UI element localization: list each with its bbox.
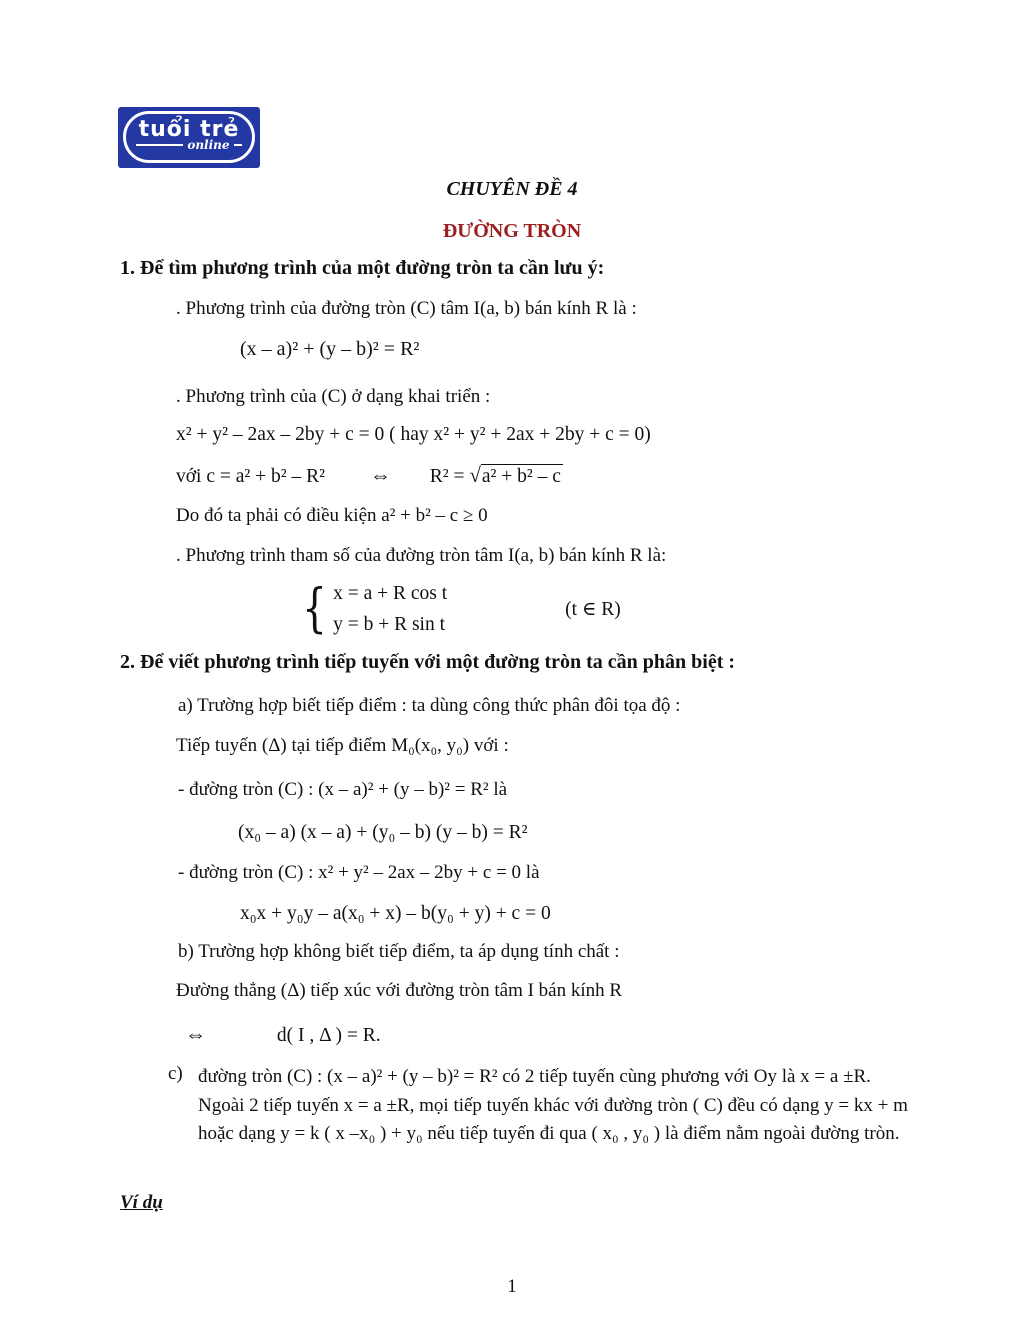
section2-case-a-circle-standard: - đường tròn (C) : (x – a)² + (y – b)² = R² là bbox=[178, 779, 508, 800]
section2-case-b-property: Đường thẳng (Δ) tiếp xúc với đường tròn tâm I bán kính R bbox=[176, 980, 623, 1001]
examples-heading: Ví dụ bbox=[120, 1192, 163, 1213]
formula-distance: d( I , Δ ) = R. bbox=[276, 1025, 381, 1046]
formula-radicand: a² + b² – c bbox=[481, 466, 561, 487]
tuoitre-logo-border bbox=[123, 111, 255, 163]
section1-paragraph-4: . Phương trình tham số của đường tròn tâm I(a, b) bán kính R là: bbox=[176, 545, 667, 566]
formula-circle-expanded: x² + y² – 2ax – 2by + c = 0 ( hay x² + y² + 2ax + 2by + c = 0) bbox=[176, 424, 651, 445]
tuoitre-logo bbox=[118, 107, 260, 168]
formula-circle-standard: (x – a)² + (y – b)² = R² bbox=[240, 338, 420, 360]
parametric-system bbox=[298, 578, 621, 640]
case-c-text: đường tròn (C) : (x – a)² + (y – b)² = R² có 2 tiếp tuyến cùng phương với Oy là x = a ±R. Ngoài 2 tiếp tuyến x = a ±R, mọi tiếp tuyến khác với đường tròn ( C) đều có dạng y = kx + m hoặc dạng y = k ( x –x₀ ) + y₀ nếu tiếp tuyến đi qua ( x₀ , y₀ ) là điểm nằm ngoài đường tròn. bbox=[198, 1066, 908, 1144]
section1-paragraph-1: . Phương trình của đường tròn (C) tâm I(a, b) bán kính R là : bbox=[176, 298, 637, 319]
sqrt-icon: √ bbox=[469, 463, 481, 487]
formula-split-coordinates-expanded: x₀x + y₀y – a(x₀ + x) – b(y₀ + y) + c = 0 bbox=[240, 903, 551, 924]
section2-case-b-intro: b) Trường hợp không biết tiếp điểm, ta áp dụng tính chất : bbox=[178, 941, 620, 962]
equivalence-arrow: ⇔ bbox=[369, 463, 391, 487]
section2-case-a-intro: a) Trường hợp biết tiếp điểm : ta dùng công thức phân đôi tọa độ : bbox=[178, 695, 681, 716]
section2-case-a-circle-expanded: - đường tròn (C) : x² + y² – 2ax – 2by + c = 0 là bbox=[178, 862, 540, 883]
document-subtitle: ĐƯỜNG TRÒN bbox=[442, 220, 582, 242]
equivalence-arrow: ⇔ bbox=[185, 1022, 206, 1046]
system-equation-x: x = a + R cos t bbox=[333, 583, 448, 604]
formula-split-coordinates-standard: (x₀ – a) (x – a) + (y₀ – b) (y – b) = R² bbox=[238, 822, 528, 843]
formula-distance-condition bbox=[185, 1022, 381, 1047]
system-equations bbox=[333, 578, 447, 640]
section1-heading: 1. Để tìm phương trình của một đường tròn ta cần lưu ý: bbox=[120, 257, 605, 279]
tuoitre-logo-wordmark: tuổi trẻ bbox=[138, 117, 240, 142]
document-title: CHUYÊN ĐỀ 4 bbox=[446, 178, 578, 200]
case-c-label: c) bbox=[168, 1063, 183, 1084]
system-brace: { bbox=[302, 579, 327, 639]
system-domain-note: (t ∈ R) bbox=[565, 599, 621, 620]
section1-paragraph-3: Do đó ta phải có điều kiện a² + b² – c ≥ 0 bbox=[176, 505, 488, 526]
section2-case-c bbox=[168, 1063, 914, 1149]
formula-c-left: với c = a² + b² – R² bbox=[176, 466, 325, 487]
page-number: 1 bbox=[507, 1276, 517, 1297]
tuoitre-logo-online-label: online bbox=[187, 138, 230, 152]
system-equation-y: y = b + R sin t bbox=[333, 614, 446, 635]
section2-case-a-tangent-line: Tiếp tuyến (Δ) tại tiếp điểm M₀(x₀, y₀) với : bbox=[176, 735, 509, 756]
formula-r-squared: R² = bbox=[429, 466, 470, 487]
section1-paragraph-2: . Phương trình của (C) ở dạng khai triển : bbox=[176, 386, 491, 407]
formula-c-condition bbox=[176, 463, 563, 488]
section2-heading: 2. Để viết phương trình tiếp tuyến với một đường tròn ta cần phân biệt : bbox=[120, 651, 736, 673]
